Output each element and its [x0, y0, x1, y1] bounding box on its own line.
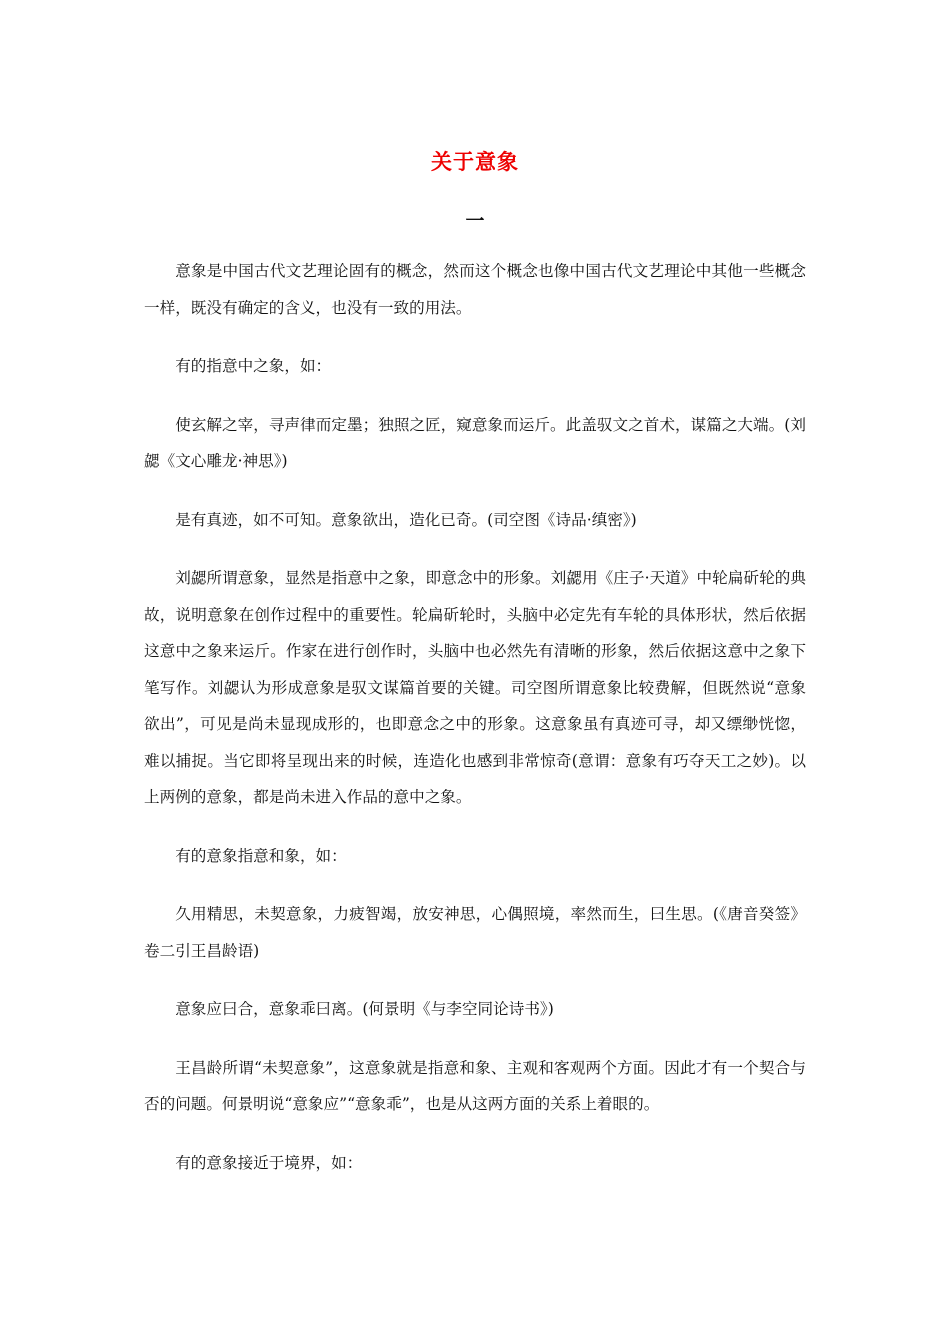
quotation: 使玄解之宰，寻声律而定墨；独照之匠，窥意象而运斤。此盖驭文之首术，谋篇之大端。(刘勰《文心雕龙·神思》)	[144, 415, 806, 470]
paragraph: 王昌龄所谓“未契意象”，这意象就是指意和象、主观和客观两个方面。因此才有一个契合与否的问题。何景明说“意象应”“意象乖”，也是从这两方面的关系上着眼的。	[144, 1058, 806, 1113]
paragraph: 意象是中国古代文艺理论固有的概念，然而这个概念也像中国古代文艺理论中其他一些概念一样，既没有确定的含义，也没有一致的用法。	[144, 262, 806, 317]
paragraph: 有的意象指意和象，如：	[175, 846, 347, 865]
document-body	[144, 253, 806, 1203]
quotation: 是有真迹，如不可知。意象欲出，造化已奇。(司空图《诗品·缜密》)	[175, 510, 637, 529]
paragraph: 有的意象接近于境界，如：	[175, 1153, 363, 1172]
document-title: 关于意象	[431, 149, 519, 174]
section-heading: 一	[465, 210, 485, 232]
quotation: 久用精思，未契意象，力疲智竭，放安神思，心偶照境，率然而生，曰生思。(《唐音癸签》卷二引王昌龄语)	[144, 905, 806, 960]
paragraph: 有的指意中之象，如：	[175, 357, 332, 375]
paragraph: 刘勰所谓意象，显然是指意中之象，即意念中的形象。刘勰用《庄子·天道》中轮扁斫轮的典故，说明意象在创作过程中的重要性。轮扁斫轮时，头脑中必定先有车轮的具体形状，然后依据这意中之象来运斤。作家在进行创作时，头脑中也必然先有清晰的形象，然后依据这意中之象下笔写作。刘勰认为形成意象是驭文谋篇首要的关键。司空图所谓意象比较费解，但既然说“意象欲出”，可见是尚未显现成形的，也即意念之中的形象。这意象虽有真迹可寻，却又缥缈恍惚，难以捕捉。当它即将呈现出来的时候，连造化也感到非常惊奇(意谓：意象有巧夺天工之妙)。以上两例的意象，都是尚未进入作品的意中之象。	[144, 569, 806, 806]
quotation: 意象应曰合，意象乖曰离。(何景明《与李空同论诗书》)	[175, 1000, 554, 1018]
